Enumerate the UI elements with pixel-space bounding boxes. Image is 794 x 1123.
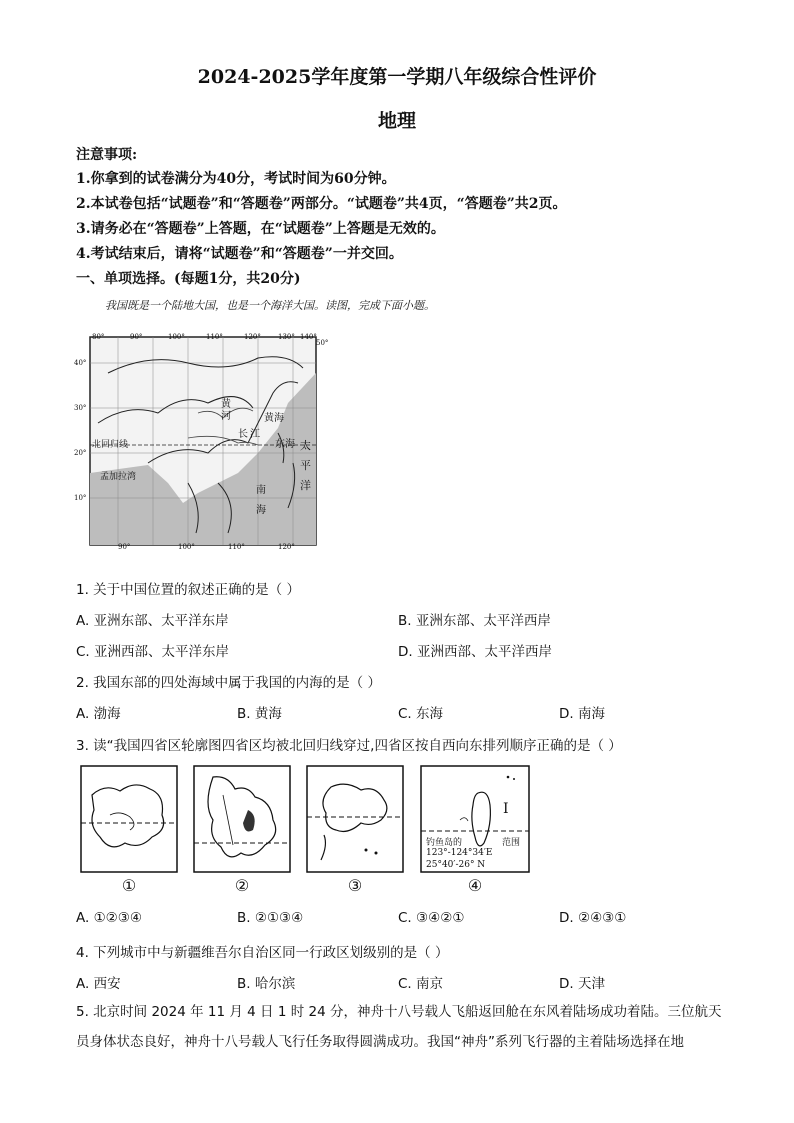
map-label: 黄海 [264,413,284,424]
diaoyu-lat: 25°40′-26° N [426,860,486,870]
q2-option-d: D. 南海 [559,706,605,722]
subject-title: 地理 [377,110,416,132]
province-number-4: ④ [467,876,483,895]
map-label: 长 [238,429,248,440]
exam-title: 2024-2025学年度第一学期八年级综合性评价 [197,66,597,88]
province-number-1: ① [121,876,137,895]
province-number-3: ③ [347,876,363,895]
lat-label: 30° [74,404,87,412]
map-label: 平 [300,459,311,472]
lat-label: 40° [74,359,87,367]
q4-option-d: D. 天津 [559,976,605,992]
province-map-1 [80,765,178,873]
lon-label-bottom: 120° [278,543,295,551]
question-4: 4. 下列城市中与新疆维吾尔自治区同一行政区划级别的是（ ） [76,945,449,961]
q4-option-a: A. 西安 [76,976,121,992]
lon-label-bottom: 100° [178,543,195,551]
q1-option-b: B. 亚洲东部、太平洋西岸 [398,613,551,629]
q2-option-a: A. 渤海 [76,706,121,722]
note-item-1: 1.你拿到的试卷满分为40分，考试时间为60分钟。 [76,171,396,187]
lon-label: 120° [244,333,261,341]
question-2: 2. 我国东部的四处海域中属于我国的内海的是（ ） [76,675,381,691]
question-1: 1. 关于中国位置的叙述正确的是（ ） [76,582,300,598]
taiwan-mark: I [503,801,509,817]
lon-label: 130° [278,333,295,341]
diaoyu-note-range: 范围 [502,838,521,848]
province-map-3 [306,765,404,873]
q1-option-d: D. 亚洲西部、太平洋西岸 [398,644,552,660]
q1-option-c: C. 亚洲西部、太平洋东岸 [76,644,230,660]
question-5-line-2: 员身体状态良好，神舟十八号载人飞行任务取得圆满成功。我国“神舟”系列飞行器的主着陆场选择在地 [76,1034,684,1050]
q2-option-c: C. 东海 [398,706,444,722]
q3-option-c: C. ③④②① [398,910,465,926]
q4-option-c: C. 南京 [398,976,444,992]
lon-label: 110° [206,333,223,341]
q3-option-d: D. ②④③① [559,910,627,926]
diaoyu-note: 钓鱼岛的 [426,838,463,848]
q3-option-a: A. ①②③④ [76,910,142,926]
province-map-2 [193,765,291,873]
q1-option-a: A. 亚洲东部、太平洋东岸 [76,613,229,629]
map-label: 太 [300,439,311,452]
province-number-2: ② [234,876,250,895]
map-label: 黄 [221,399,231,410]
map-label: 河 [221,411,231,422]
q3-option-b: B. ②①③④ [237,910,304,926]
lon-label: 140° [300,333,317,341]
map-label: 东海 [275,439,295,450]
map-label: 孟加拉湾 [100,472,137,482]
lat-label: 20° [74,449,87,457]
lat-label: 50° [316,339,329,347]
section-intro: 我国既是一个陆地大国，也是一个海洋大国。读图，完成下面小题。 [105,299,435,312]
q4-option-b: B. 哈尔滨 [237,976,296,992]
map-label: 海 [256,505,266,516]
lon-label: 100° [168,333,185,341]
note-item-2: 2.本试卷包括“试题卷”和“答题卷”两部分。“试题卷”共4页，“答题卷”共2页。 [76,196,567,212]
lon-label-bottom: 90° [118,543,131,551]
province-map-4 [420,765,530,873]
q2-option-b: B. 黄海 [237,706,282,722]
lon-label-bottom: 110° [228,543,245,551]
china-sea-map [74,333,329,551]
note-item-3: 3.请务必在“答题卷”上答题，在“试题卷”上答题是无效的。 [76,221,445,237]
lon-label: 80° [92,333,105,341]
question-3: 3. 读“我国四省区轮廓图四省区均被北回归线穿过,四省区按自西向东排列顺序正确的是（ ） [76,738,622,754]
lat-label: 10° [74,494,87,502]
section-heading: 一、单项选择。(每题1分，共20分) [76,271,301,287]
question-5-line-1: 5. 北京时间 2024 年 11 月 4 日 1 时 24 分，神舟十八号载人飞船返回舱在东风着陆场成功着陆。三位航天 [76,1004,722,1020]
map-label: 江 [250,429,260,440]
lon-label: 90° [130,333,143,341]
notes-heading: 注意事项: [76,147,138,163]
diaoyu-lon: 123°-124°34′E [426,848,493,858]
tropic-label: 北回归线 [92,440,129,450]
map-label: 洋 [300,479,311,492]
map-label: 南 [256,485,266,496]
note-item-4: 4.考试结束后，请将“试题卷”和“答题卷”一并交回。 [76,246,403,262]
